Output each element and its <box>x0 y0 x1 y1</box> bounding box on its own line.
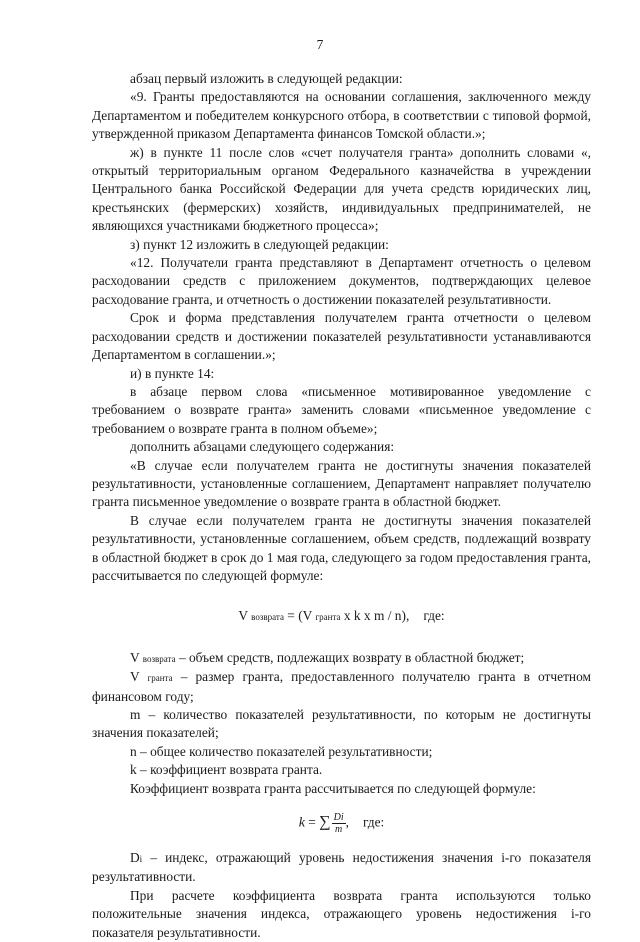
formula-rest: x k x m / n), <box>340 608 410 624</box>
paragraph: При расчете коэффициента возврата гранта используются только положительные значения индекса, отражающего уровень недостижения i-го показателя результативности. <box>92 887 591 940</box>
paragraph: дополнить абзацами следующего содержания: <box>130 439 395 455</box>
symbol-sub-granta: гранта <box>147 673 173 684</box>
formula-refund-amount <box>92 607 591 626</box>
paragraph: Срок и форма представления получателем гранта отчетности о целевом расходовании средств и достижении показателей результативности устанавливаются Департаментом в соглашении.»; <box>92 310 591 363</box>
sigma-symbol: ∑ <box>319 813 331 831</box>
fraction <box>332 812 346 835</box>
formula-sub-granta: гранта <box>315 612 341 623</box>
formula-v: V <box>238 608 248 624</box>
symbol-v: V <box>130 649 140 665</box>
formula-comma: , <box>345 814 349 830</box>
paragraph <box>92 649 591 668</box>
document-body <box>92 70 591 942</box>
formula-eq: = (V <box>283 608 313 624</box>
paragraph: з) пункт 12 изложить в следующей редакции: <box>130 236 389 252</box>
formula-coefficient <box>92 812 591 835</box>
formula-eq: = <box>304 814 320 830</box>
fraction-numerator: Di <box>333 812 344 824</box>
paragraph: n – общее количество показателей результативности; <box>130 743 433 759</box>
symbol-v: V <box>130 669 140 685</box>
formula-gde: где: <box>423 608 445 624</box>
symbol-sub-i: i <box>139 854 143 865</box>
formula-gde: где: <box>362 814 385 830</box>
paragraph: m – количество показателей результативности, по которым не достигнуты значения показателей; <box>92 707 591 741</box>
formula-sub-vozvrata: возврата <box>251 612 284 623</box>
paragraph: в абзаце первом слова «письменное мотивированное уведомление с требованием о возврате гранта» заменить словами «письменное уведомление с требованием о возврате гранта в полном объеме»; <box>92 383 591 436</box>
paragraph: Коэффициент возврата гранта рассчитывается по следующей формуле: <box>130 780 536 796</box>
paragraph: «12. Получатели гранта представляют в Департамент отчетность о целевом расходовании средств с приложением документов, подтверждающих целевое расходование гранта, и отчетность о достижении показателей результативности. <box>92 255 591 307</box>
symbol-d: D <box>130 850 140 866</box>
page-number: 7 <box>316 37 324 52</box>
paragraph: k – коэффициент возврата гранта. <box>130 762 323 778</box>
paragraph: и) в пункте 14: <box>130 365 215 381</box>
paragraph: абзац первый изложить в следующей редакции: <box>130 71 403 86</box>
definition-text: – размер гранта, предоставленного получателю гранта в отчетном финансовом году; <box>92 669 591 704</box>
paragraph: «В случае если получателем гранта не достигнуты значения показателей результативности, установленные соглашением, Департамент направляет получателю гранта письменное уведомление о возврате гранта в областной бюджет. <box>92 457 591 510</box>
definition-text: – индекс, отражающий уровень недостижения значения i-го показателя результативности. <box>92 850 591 885</box>
formula-k: k <box>298 815 305 831</box>
paragraph <box>92 849 591 887</box>
paragraph: «9. Гранты предоставляются на основании соглашения, заключенного между Департаментом и победителем конкурсного отбора, в соответствии с типовой формой, утвержденной приказом Департамента финансов Томской области.»; <box>92 89 591 142</box>
fraction-denominator: m <box>334 824 343 836</box>
symbol-sub-vozvrata: возврата <box>142 653 176 664</box>
definition-text: – объем средств, подлежащих возврату в областной бюджет; <box>175 649 525 665</box>
paragraph: ж) в пункте 11 после слов «счет получателя гранта» дополнить словами «, открытый территориальным органом Федерального казначейства в учреждении Центрального банка Российской Федерации для учета средств юридических лиц, крестьянских (фермерских) хозяйств, индивидуальных предпринимателей, не являющихся участниками бюджетного процесса»; <box>92 144 591 234</box>
paragraph <box>92 668 591 706</box>
paragraph: В случае если получателем гранта не достигнуты значения показателей результативности, установленные соглашением, объем средств, подлежащий возврату в областной бюджет в срок до 1 мая года, следующего за годом предоставления гранта, рассчитывается по следующей формуле: <box>92 512 591 583</box>
